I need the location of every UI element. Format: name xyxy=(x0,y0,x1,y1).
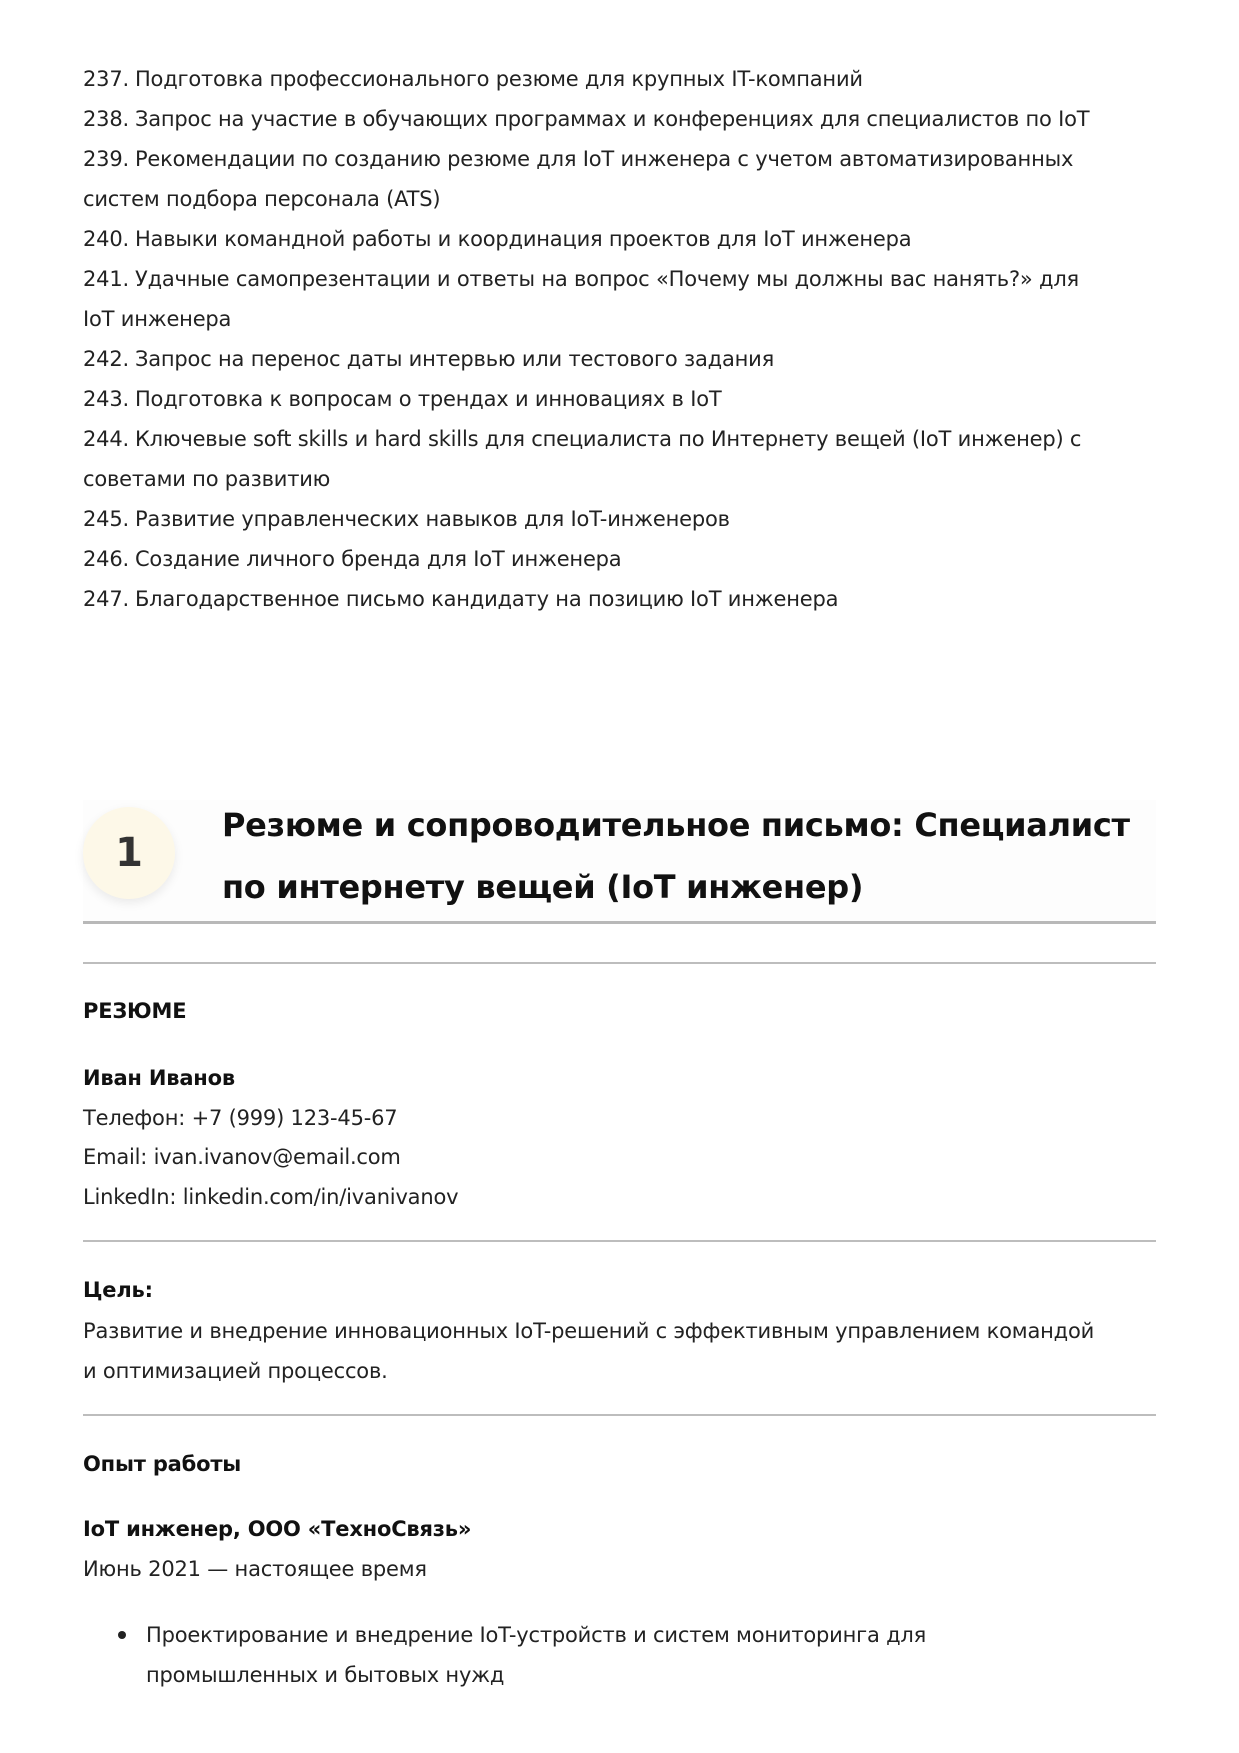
candidate-name: Иван Иванов xyxy=(83,1066,235,1090)
list-item-continuation: систем подбора персонала (ATS) xyxy=(83,187,441,211)
list-item: 242. Запрос на перенос даты интервью или тестового задания xyxy=(83,347,775,371)
phone-text: Телефон: +7 (999) 123-45-67 xyxy=(83,1106,398,1130)
experience-heading: Опыт работы xyxy=(83,1452,242,1476)
list-item-continuation: IoT инженера xyxy=(83,307,232,331)
goal-text-line1: Развитие и внедрение инновационных IoT-решений с эффективным управлением командой xyxy=(83,1319,1095,1343)
list-item: 241. Удачные самопрезентации и ответы на вопрос «Почему мы должны вас нанять?» для xyxy=(83,267,1079,291)
list-item: 246. Создание личного бренда для IoT инженера xyxy=(83,547,622,571)
section-title: Резюме и сопроводительное письмо: Специалист по интернету вещей (IoT инженер) xyxy=(222,806,1130,906)
topic-list xyxy=(83,59,1156,619)
linkedin-text: LinkedIn: linkedin.com/in/ivanivanov xyxy=(83,1185,459,1209)
section-heading xyxy=(83,800,1156,922)
job-period: Июнь 2021 — настоящее время xyxy=(83,1557,427,1581)
bullet-text: Проектирование и внедрение IoT-устройств и систем мониторинга для промышленных и бытовых нужд xyxy=(146,1623,927,1687)
section-number-badge: 1 xyxy=(83,807,175,899)
heading-underline xyxy=(83,921,1156,924)
list-item: 244. Ключевые soft skills и hard skills для специалиста по Интернету вещей (IoT инженер) с xyxy=(83,427,1082,451)
divider xyxy=(83,1414,1156,1416)
list-item-continuation: советами по развитию xyxy=(83,467,331,491)
list-item: 237. Подготовка профессионального резюме для крупных IT-компаний xyxy=(83,67,863,91)
bullet-icon xyxy=(118,1631,126,1639)
job-title: IoT инженер, ООО «ТехноСвязь» xyxy=(83,1517,472,1541)
resume-label: РЕЗЮМЕ xyxy=(83,999,187,1023)
list-item: 240. Навыки командной работы и координация проектов для IoT инженера xyxy=(83,227,912,251)
list-item: 247. Благодарственное письмо кандидату на позицию IoT инженера xyxy=(83,587,839,611)
email-text: Email: ivan.ivanov@email.com xyxy=(83,1145,401,1169)
goal-text-line2: и оптимизацией процессов. xyxy=(83,1359,388,1383)
goal-heading: Цель: xyxy=(83,1278,153,1302)
divider xyxy=(83,1240,1156,1242)
divider xyxy=(83,962,1156,964)
list-item: 245. Развитие управленческих навыков для IoT-инженеров xyxy=(83,507,730,531)
list-item: 238. Запрос на участие в обучающих программах и конференциях для специалистов по IoT xyxy=(83,107,1090,131)
list-item: 239. Рекомендации по созданию резюме для IoT инженера с учетом автоматизированных xyxy=(83,147,1074,171)
list-item: 243. Подготовка к вопросам о трендах и инновациях в IoT xyxy=(83,387,722,411)
